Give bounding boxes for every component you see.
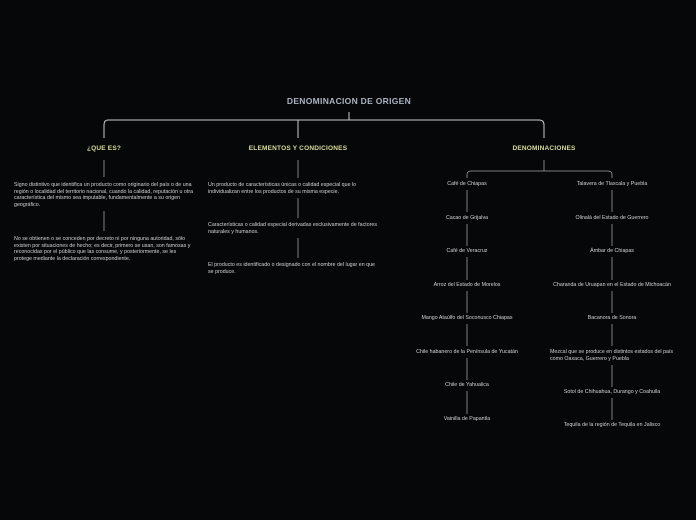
branch-que-es[interactable]: ¿QUE ES? — [86, 145, 122, 152]
que-es-origin-note[interactable]: No se obtienen o se conceden por decreto ni por ninguna autoridad, sólo existen por situaciones de hecho; es decir, primero se usan, son famosas y reconocidas por el público que las consume, y posteriormente, se les protege mediante la declaración correspondiente. — [14, 236, 191, 262]
page-title[interactable]: DENOMINACION DE ORIGEN — [286, 96, 412, 106]
denominacion-left-item[interactable]: Chile habanero de la Península de Yucatán — [416, 349, 518, 355]
denominacion-right-item[interactable]: Bacanora de Sonora — [587, 315, 637, 321]
denominacion-left-item[interactable]: Arroz del Estado de Morelos — [433, 282, 501, 288]
denominacion-right-item[interactable]: Tequila de la región de Tequila en Jalisco — [563, 422, 661, 428]
denominacion-left-item[interactable]: Vainilla de Papantla — [443, 416, 491, 422]
branch-elementos[interactable]: ELEMENTOS Y CONDICIONES — [248, 145, 348, 152]
denominacion-right-item[interactable]: Talavera de Tlaxcala y Puebla — [576, 181, 648, 187]
elementos-item-2[interactable]: Características o calidad especial derivadas exclusivamente de factores naturales y humanos. — [208, 222, 377, 235]
denominacion-left-item[interactable]: Chile de Yahualica — [445, 382, 489, 388]
branch-denominaciones[interactable]: DENOMINACIONES — [512, 145, 576, 152]
que-es-definition[interactable]: Signo distintivo que identifica un producto como originario del país o de una región o localidad del territorio nacional, cuando la calidad, reputación u otra característica del mismo sea imputable, fundamentalmente a su origen geográfico. — [14, 182, 194, 208]
denominacion-left-item[interactable]: Mango Ataúlfo del Soconusco Chiapas — [421, 315, 513, 321]
denominacion-left-item[interactable]: Café de Chiapas — [447, 181, 487, 187]
denominacion-right-item[interactable]: Sotol de Chihuahua, Durango y Coahuila — [563, 389, 661, 395]
denominacion-left-item[interactable]: Café de Veracruz — [446, 248, 488, 254]
elementos-item-3[interactable]: El producto es identificado o designado con el nombre del lugar en que se produce. — [208, 262, 375, 275]
denominacion-left-item[interactable]: Cacao de Grijalva — [445, 215, 489, 221]
denominacion-right-item[interactable]: Ámbar de Chiapas — [590, 248, 634, 254]
denominacion-right-item[interactable]: Olinalá del Estado de Guerrero — [575, 215, 649, 221]
denominacion-right-item[interactable]: Charanda de Uruapan en el Estado de Michoacán — [553, 282, 671, 288]
elementos-item-1[interactable]: Un producto de características únicas o calidad especial que lo individualizan entre los productos de su misma especie. — [208, 182, 357, 195]
denominacion-right-item[interactable]: Mezcal que se produce en distintos estados del país como Oaxaca, Guerrero y Puebla — [550, 349, 674, 362]
